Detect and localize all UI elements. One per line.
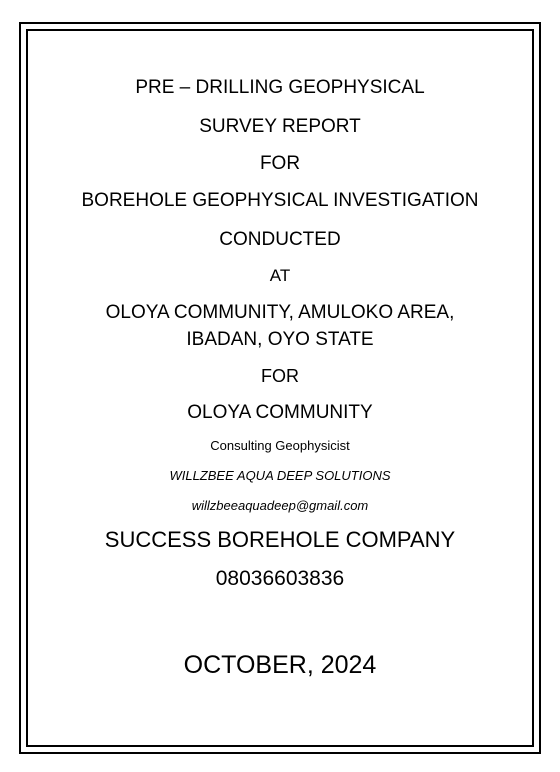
location-line-2: IBADAN, OYO STATE: [186, 329, 374, 350]
consultant-name: WILLZBEE AQUA DEEP SOLUTIONS: [169, 468, 391, 483]
company-phone: 08036603836: [215, 567, 345, 590]
consultant-email: willzbeeaquadeep@gmail.com: [191, 498, 369, 513]
consultant-label: Consulting Geophysicist: [210, 438, 350, 453]
client-name: OLOYA COMMUNITY: [187, 402, 373, 423]
location-line-1: OLOYA COMMUNITY, AMULOKO AREA,: [105, 302, 455, 323]
report-subject: BOREHOLE GEOPHYSICAL INVESTIGATION: [81, 190, 479, 211]
company-name: SUCCESS BOREHOLE COMPANY: [104, 527, 456, 552]
at-label: AT: [269, 266, 291, 285]
report-title-line-2: SURVEY REPORT: [199, 116, 361, 137]
for-label: FOR: [259, 153, 301, 174]
report-date: OCTOBER, 2024: [183, 651, 377, 679]
report-title-line-1: PRE – DRILLING GEOPHYSICAL: [135, 77, 425, 98]
for-label-2: FOR: [261, 366, 299, 386]
conducted-label: CONDUCTED: [219, 229, 341, 250]
